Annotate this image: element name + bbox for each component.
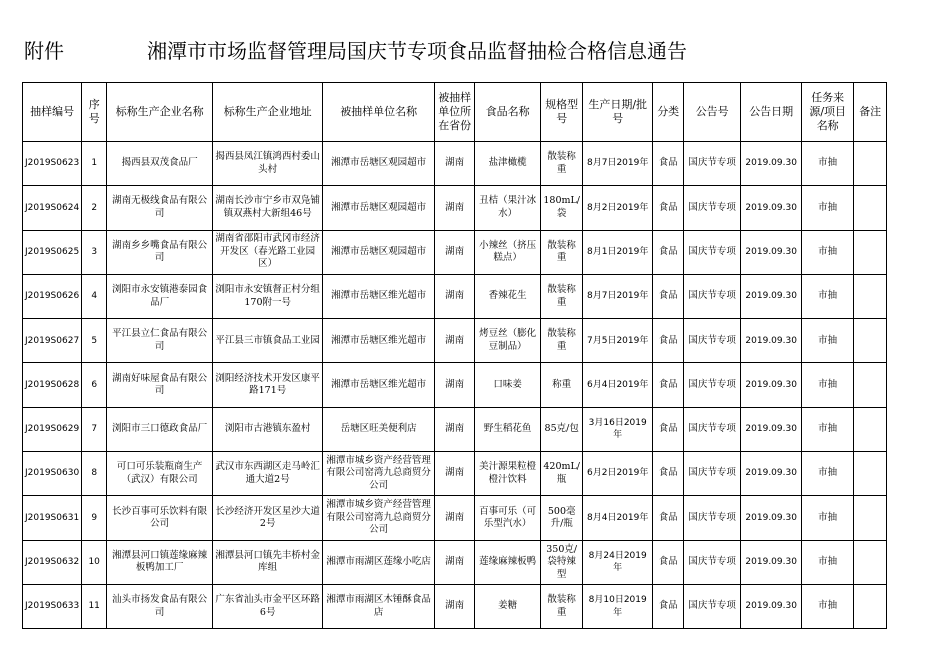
table-cell: 食品	[653, 230, 684, 274]
table-cell: J2019S0631	[23, 496, 82, 540]
table-cell: 湘潭市城乡资产经营管理有限公司窑湾九总商贸分公司	[323, 496, 435, 540]
table-cell	[854, 142, 887, 186]
table-cell: 长沙经济开发区星沙大道2号	[213, 496, 323, 540]
table-cell: 500毫升/瓶	[541, 496, 583, 540]
table-cell: 丑桔（果汁冰水）	[475, 186, 541, 230]
table-cell: 可口可乐装瓶商生产（武汉）有限公司	[107, 452, 213, 496]
table-cell: 11	[82, 584, 107, 628]
table-cell	[854, 274, 887, 318]
table-cell: 湘潭市雨湖区木锤酥食品店	[323, 584, 435, 628]
table-cell: 国庆节专项	[684, 274, 741, 318]
table-cell: 国庆节专项	[684, 363, 741, 407]
column-header: 备注	[854, 83, 887, 142]
table-row	[23, 452, 887, 496]
column-header: 标称生产企业名称	[107, 83, 213, 142]
table-cell: 2	[82, 186, 107, 230]
table-cell: 国庆节专项	[684, 407, 741, 451]
column-header: 抽样编号	[23, 83, 82, 142]
table-cell: 湖南	[435, 407, 475, 451]
table-cell: 姜糖	[475, 584, 541, 628]
table-cell: 国庆节专项	[684, 452, 741, 496]
table-cell: J2019S0630	[23, 452, 82, 496]
table-cell: 市抽	[802, 407, 854, 451]
table-cell: 8月7日2019年	[583, 142, 653, 186]
table-cell: 食品	[653, 407, 684, 451]
table-cell: 食品	[653, 584, 684, 628]
table-cell	[854, 452, 887, 496]
table-cell: 岳塘区旺美便利店	[323, 407, 435, 451]
table-cell: 湘潭市岳塘区维光超市	[323, 319, 435, 363]
table-cell: 散装称重	[541, 142, 583, 186]
table-cell: 5	[82, 319, 107, 363]
table-cell: 口味姜	[475, 363, 541, 407]
table-cell: J2019S0626	[23, 274, 82, 318]
table-cell: 食品	[653, 496, 684, 540]
table-cell: J2019S0632	[23, 540, 82, 584]
table-cell: 市抽	[802, 452, 854, 496]
table-cell: 散装称重	[541, 274, 583, 318]
table-cell: 湖南好味屋食品有限公司	[107, 363, 213, 407]
table-cell: 市抽	[802, 363, 854, 407]
table-row	[23, 230, 887, 274]
table-cell: 湘潭市城乡资产经营管理有限公司窑湾九总商贸分公司	[323, 452, 435, 496]
table-cell: 2019.09.30	[741, 540, 802, 584]
table-cell: 湖南	[435, 142, 475, 186]
table-cell: 6月2日2019年	[583, 452, 653, 496]
table-cell: 国庆节专项	[684, 584, 741, 628]
table-cell: 盐津橄榄	[475, 142, 541, 186]
table-cell: 湘潭市岳塘区维光超市	[323, 274, 435, 318]
table-cell: 350克/袋特辣型	[541, 540, 583, 584]
table-cell: 2019.09.30	[741, 319, 802, 363]
table-cell: 莲缘麻辣板鸭	[475, 540, 541, 584]
table-cell: 称重	[541, 363, 583, 407]
table-cell: 8	[82, 452, 107, 496]
table-cell: 揭西县凤江镇鸿西村委山头村	[213, 142, 323, 186]
table-cell: 市抽	[802, 584, 854, 628]
table-cell: J2019S0627	[23, 319, 82, 363]
table-cell: 420mL/瓶	[541, 452, 583, 496]
table-cell: J2019S0633	[23, 584, 82, 628]
table-cell: 2019.09.30	[741, 407, 802, 451]
table-cell: J2019S0624	[23, 186, 82, 230]
table-cell	[854, 230, 887, 274]
table-cell: 2019.09.30	[741, 230, 802, 274]
table-cell: 国庆节专项	[684, 230, 741, 274]
table-cell: 武汉市东西湖区走马岭汇通大道2号	[213, 452, 323, 496]
table-row	[23, 584, 887, 628]
table-cell: 食品	[653, 452, 684, 496]
table-cell: 市抽	[802, 230, 854, 274]
table-cell: 8月1日2019年	[583, 230, 653, 274]
table-cell: 湘潭县河口镇先丰桥村金库组	[213, 540, 323, 584]
table-cell: 美汁源果粒橙橙汁饮料	[475, 452, 541, 496]
table-cell: 国庆节专项	[684, 319, 741, 363]
table-cell: 湖南	[435, 452, 475, 496]
table-body	[23, 142, 887, 629]
table-cell	[854, 584, 887, 628]
table-cell: 湘潭市岳塘区维光超市	[323, 363, 435, 407]
table-cell: 3月16日2019年	[583, 407, 653, 451]
table-cell	[854, 363, 887, 407]
table-cell: 浏阳经济技术开发区康平路171号	[213, 363, 323, 407]
attachment-label: 附件	[24, 39, 64, 63]
page-title: 湘潭市市场监督管理局国庆节专项食品监督抽检合格信息通告	[147, 39, 687, 63]
table-cell: 6	[82, 363, 107, 407]
table-cell	[854, 540, 887, 584]
column-header: 规格型号	[541, 83, 583, 142]
table-row	[23, 319, 887, 363]
table-cell: 食品	[653, 186, 684, 230]
table-cell: 湖南无极线食品有限公司	[107, 186, 213, 230]
table-row	[23, 186, 887, 230]
table-cell: 2019.09.30	[741, 363, 802, 407]
table-cell: 湖南	[435, 230, 475, 274]
table-cell: 湘潭市雨湖区莲缘小吃店	[323, 540, 435, 584]
table-cell: 2019.09.30	[741, 496, 802, 540]
table-cell: 食品	[653, 142, 684, 186]
table-cell: 4	[82, 274, 107, 318]
table-cell: 湖南	[435, 363, 475, 407]
table-cell: 市抽	[802, 186, 854, 230]
table-cell: 7	[82, 407, 107, 451]
table-cell: 湖南	[435, 540, 475, 584]
table-cell: 湖南	[435, 186, 475, 230]
table-cell: 食品	[653, 319, 684, 363]
table-cell: 浏阳市永安镇督正村分组170附一号	[213, 274, 323, 318]
table-cell: J2019S0625	[23, 230, 82, 274]
table-row	[23, 496, 887, 540]
table-cell: 湖南	[435, 496, 475, 540]
table-cell: 2019.09.30	[741, 584, 802, 628]
table-cell: 平江县三市镇食品工业园	[213, 319, 323, 363]
column-header: 食品名称	[475, 83, 541, 142]
table-cell: 8月7日2019年	[583, 274, 653, 318]
table-cell: 散装称重	[541, 230, 583, 274]
table-cell: 市抽	[802, 142, 854, 186]
table-cell: 散装称重	[541, 319, 583, 363]
table-cell: 浏阳市永安镇港泰园食品厂	[107, 274, 213, 318]
table-cell: 食品	[653, 363, 684, 407]
table-cell: 85克/包	[541, 407, 583, 451]
table-cell: 湖南	[435, 274, 475, 318]
table-cell: 2019.09.30	[741, 186, 802, 230]
table-cell	[854, 496, 887, 540]
table-cell: 百事可乐（可乐型汽水）	[475, 496, 541, 540]
table-cell: 湖南	[435, 584, 475, 628]
table-header-row	[23, 83, 887, 142]
table-cell: 湘潭市岳塘区观园超市	[323, 230, 435, 274]
column-header: 公告号	[684, 83, 741, 142]
table-cell: 广东省汕头市金平区环路6号	[213, 584, 323, 628]
table-cell: 3	[82, 230, 107, 274]
table-cell: 揭西县双茂食品厂	[107, 142, 213, 186]
table-cell: 8月4日2019年	[583, 496, 653, 540]
table-cell: 市抽	[802, 540, 854, 584]
column-header: 序号	[82, 83, 107, 142]
table-cell: 国庆节专项	[684, 186, 741, 230]
table-cell: 市抽	[802, 319, 854, 363]
table-cell: 浏阳市古港镇东盈村	[213, 407, 323, 451]
table-cell: J2019S0629	[23, 407, 82, 451]
table-cell: 2019.09.30	[741, 452, 802, 496]
table-cell: 湖南省邵阳市武冈市经济开发区（春光路工业园区）	[213, 230, 323, 274]
table-cell: 9	[82, 496, 107, 540]
table-cell	[854, 319, 887, 363]
column-header: 标称生产企业地址	[213, 83, 323, 142]
table-cell: 平江县立仁食品有限公司	[107, 319, 213, 363]
table-cell: 8月24日2019年	[583, 540, 653, 584]
table-cell: 2019.09.30	[741, 142, 802, 186]
table-cell: 烤豆丝（膨化豆制品）	[475, 319, 541, 363]
table-cell: 浏阳市三口德政食品厂	[107, 407, 213, 451]
table-cell: 8月2日2019年	[583, 186, 653, 230]
table-cell: 食品	[653, 274, 684, 318]
column-header: 被抽样单位名称	[323, 83, 435, 142]
table-cell: 10	[82, 540, 107, 584]
table-cell: 香辣花生	[475, 274, 541, 318]
table-cell: 汕头市扬发食品有限公司	[107, 584, 213, 628]
table-cell: 湘潭市岳塘区观园超市	[323, 186, 435, 230]
table-cell: 野生稻花鱼	[475, 407, 541, 451]
table-cell: 散装称重	[541, 584, 583, 628]
table-cell: 8月10日2019年	[583, 584, 653, 628]
table-row	[23, 363, 887, 407]
table-cell: 国庆节专项	[684, 540, 741, 584]
table-cell: 2019.09.30	[741, 274, 802, 318]
column-header: 分类	[653, 83, 684, 142]
column-header: 生产日期/批号	[583, 83, 653, 142]
column-header: 被抽样单位所在省份	[435, 83, 475, 142]
column-header: 任务来源/项目名称	[802, 83, 854, 142]
table-cell: 小辣丝（挤压糕点）	[475, 230, 541, 274]
table-cell: 国庆节专项	[684, 496, 741, 540]
table-row	[23, 407, 887, 451]
table-row	[23, 142, 887, 186]
table-cell: J2019S0628	[23, 363, 82, 407]
table-row	[23, 540, 887, 584]
table-cell: 湘潭县河口镇莲缘麻辣板鸭加工厂	[107, 540, 213, 584]
table-cell: 6月4日2019年	[583, 363, 653, 407]
table-cell: 7月5日2019年	[583, 319, 653, 363]
table-cell: 1	[82, 142, 107, 186]
table-cell	[854, 407, 887, 451]
table-cell: 湖南	[435, 319, 475, 363]
table-cell: 湖南长沙市宁乡市双凫铺镇双燕村大新组46号	[213, 186, 323, 230]
table-cell: 国庆节专项	[684, 142, 741, 186]
table-cell	[854, 186, 887, 230]
table-cell: 180mL/袋	[541, 186, 583, 230]
table-cell: 长沙百事可乐饮料有限公司	[107, 496, 213, 540]
inspection-table	[22, 82, 887, 629]
table-row	[23, 274, 887, 318]
table-cell: 食品	[653, 540, 684, 584]
table-cell: 市抽	[802, 274, 854, 318]
table-cell: 湖南乡乡嘴食品有限公司	[107, 230, 213, 274]
table-cell: 市抽	[802, 496, 854, 540]
table-cell: 湘潭市岳塘区观园超市	[323, 142, 435, 186]
table-cell: J2019S0623	[23, 142, 82, 186]
column-header: 公告日期	[741, 83, 802, 142]
